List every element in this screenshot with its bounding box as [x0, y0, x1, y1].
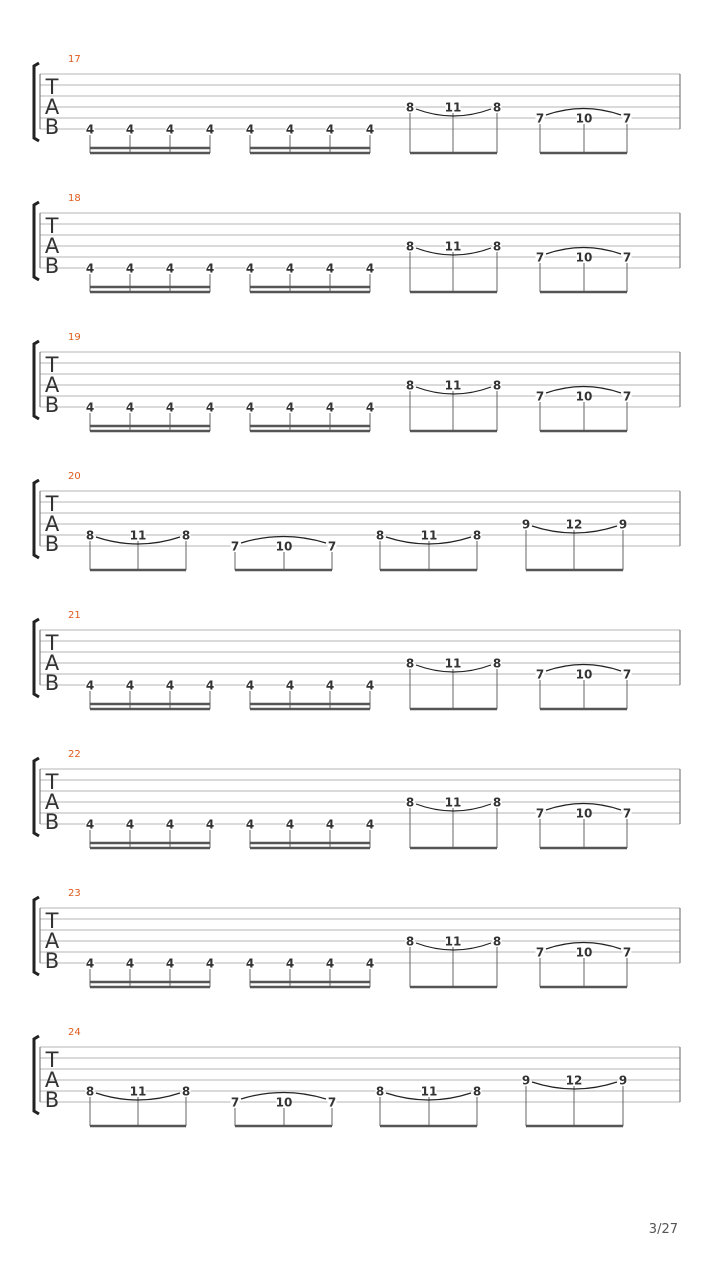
tab-clef-letter: B	[44, 810, 60, 834]
fret-number: 8	[492, 795, 502, 810]
note-group	[246, 818, 375, 849]
fret-number: 8	[492, 239, 502, 254]
fret-number: 4	[205, 956, 215, 971]
note-group	[86, 123, 215, 154]
fret-number: 4	[165, 678, 175, 693]
page-number: 3/27	[648, 1222, 678, 1237]
fret-number: 4	[285, 817, 295, 832]
measure-number: 19	[68, 332, 81, 343]
fret-number: 7	[535, 389, 545, 404]
fret-number: 4	[125, 261, 135, 276]
fret-number: 7	[327, 1095, 337, 1110]
note-group	[522, 1074, 628, 1127]
note-group	[246, 262, 375, 293]
tab-clef-letter: T	[45, 492, 59, 516]
fret-number: 4	[285, 678, 295, 693]
fret-number: 4	[165, 956, 175, 971]
fret-number: 4	[285, 400, 295, 415]
fret-number: 10	[275, 539, 293, 554]
fret-number: 12	[565, 517, 583, 532]
tab-clef-letter: A	[44, 512, 60, 536]
fret-number: 4	[85, 817, 95, 832]
fret-number: 4	[325, 122, 335, 137]
fret-number: 7	[230, 1095, 240, 1110]
tab-clef-letter: T	[45, 75, 59, 99]
fret-number: 8	[405, 934, 415, 949]
fret-number: 4	[125, 122, 135, 137]
fret-number: 4	[325, 400, 335, 415]
note-group	[86, 262, 215, 293]
fret-number: 4	[205, 261, 215, 276]
fret-number: 11	[129, 1084, 147, 1099]
note-group	[86, 679, 215, 710]
note-group	[406, 796, 502, 849]
note-group	[246, 679, 375, 710]
fret-number: 8	[492, 100, 502, 115]
tab-clef-letter: A	[44, 651, 60, 675]
system-bracket	[34, 619, 39, 697]
tab-clef-letter: A	[44, 373, 60, 397]
fret-number: 4	[245, 956, 255, 971]
note-group	[522, 518, 628, 571]
fret-number: 7	[535, 667, 545, 682]
fret-number: 9	[521, 517, 531, 532]
note-group	[406, 379, 502, 432]
fret-number: 8	[492, 378, 502, 393]
note-group	[536, 109, 632, 154]
fret-number: 9	[618, 1073, 628, 1088]
tab-system-23	[34, 888, 680, 987]
fret-number: 4	[85, 400, 95, 415]
tab-clef-letter: B	[44, 532, 60, 556]
fret-number: 4	[125, 956, 135, 971]
fret-number: 4	[125, 678, 135, 693]
fret-number: 9	[521, 1073, 531, 1088]
fret-number: 7	[535, 806, 545, 821]
note-group	[536, 665, 632, 710]
note-group	[536, 248, 632, 293]
system-bracket	[34, 897, 39, 975]
tab-clef-letter: B	[44, 1088, 60, 1112]
fret-number: 8	[492, 934, 502, 949]
fret-number: 8	[405, 239, 415, 254]
fret-number: 4	[245, 261, 255, 276]
fret-number: 8	[181, 1084, 191, 1099]
fret-number: 7	[535, 250, 545, 265]
fret-number: 8	[375, 1084, 385, 1099]
fret-number: 4	[365, 261, 375, 276]
fret-number: 4	[125, 817, 135, 832]
fret-number: 4	[205, 122, 215, 137]
note-group	[86, 818, 215, 849]
fret-number: 4	[245, 400, 255, 415]
fret-number: 10	[575, 667, 593, 682]
fret-number: 11	[444, 239, 462, 254]
fret-number: 8	[472, 528, 482, 543]
tab-system-22	[34, 749, 680, 848]
fret-number: 7	[535, 945, 545, 960]
fret-number: 4	[165, 122, 175, 137]
tab-clef-letter: A	[44, 790, 60, 814]
system-bracket	[34, 63, 39, 141]
fret-number: 9	[618, 517, 628, 532]
fret-number: 4	[285, 956, 295, 971]
measure-number: 24	[68, 1027, 81, 1038]
fret-number: 8	[405, 100, 415, 115]
fret-number: 12	[565, 1073, 583, 1088]
note-group	[406, 240, 502, 293]
fret-number: 4	[245, 678, 255, 693]
fret-number: 4	[245, 122, 255, 137]
fret-number: 8	[405, 656, 415, 671]
fret-number: 4	[365, 122, 375, 137]
fret-number: 4	[285, 261, 295, 276]
note-group	[246, 957, 375, 988]
fret-number: 4	[205, 678, 215, 693]
note-group	[86, 401, 215, 432]
fret-number: 4	[285, 122, 295, 137]
tab-clef-letter: A	[44, 929, 60, 953]
tab-clef-letter: T	[45, 1048, 59, 1072]
note-group	[406, 935, 502, 988]
tab-clef-letter: T	[45, 631, 59, 655]
fret-number: 8	[85, 1084, 95, 1099]
measure-number: 22	[68, 749, 81, 760]
tab-clef-letter: B	[44, 671, 60, 695]
fret-number: 4	[85, 678, 95, 693]
fret-number: 4	[165, 400, 175, 415]
system-bracket	[34, 1036, 39, 1114]
fret-number: 11	[420, 528, 438, 543]
tab-clef-letter: T	[45, 214, 59, 238]
fret-number: 10	[575, 250, 593, 265]
note-group	[536, 943, 632, 988]
fret-number: 11	[444, 795, 462, 810]
fret-number: 7	[622, 667, 632, 682]
note-group	[246, 123, 375, 154]
tab-clef-letter: B	[44, 115, 60, 139]
tab-clef-letter: T	[45, 353, 59, 377]
fret-number: 4	[205, 400, 215, 415]
fret-number: 8	[85, 528, 95, 543]
fret-number: 11	[444, 378, 462, 393]
fret-number: 11	[444, 100, 462, 115]
tab-clef-letter: A	[44, 234, 60, 258]
system-bracket	[34, 202, 39, 280]
fret-number: 11	[420, 1084, 438, 1099]
fret-number: 4	[205, 817, 215, 832]
fret-number: 4	[365, 956, 375, 971]
fret-number: 7	[327, 539, 337, 554]
fret-number: 11	[129, 528, 147, 543]
tab-clef-letter: T	[45, 909, 59, 933]
tab-clef-letter: A	[44, 1068, 60, 1092]
fret-number: 8	[405, 795, 415, 810]
note-group	[246, 401, 375, 432]
tab-system-19	[34, 332, 680, 431]
measure-number: 23	[68, 888, 81, 899]
tab-system-18	[34, 193, 680, 292]
fret-number: 4	[325, 261, 335, 276]
fret-number: 11	[444, 656, 462, 671]
fret-number: 7	[230, 539, 240, 554]
fret-number: 4	[365, 400, 375, 415]
fret-number: 8	[375, 528, 385, 543]
fret-number: 4	[85, 261, 95, 276]
note-group	[231, 1093, 337, 1127]
fret-number: 4	[165, 817, 175, 832]
note-group	[231, 537, 337, 571]
fret-number: 10	[575, 806, 593, 821]
measure-number: 20	[68, 471, 81, 482]
fret-number: 7	[622, 945, 632, 960]
fret-number: 4	[325, 956, 335, 971]
fret-number: 7	[622, 111, 632, 126]
fret-number: 4	[125, 400, 135, 415]
fret-number: 4	[325, 678, 335, 693]
tab-clef-letter: A	[44, 95, 60, 119]
measure-number: 21	[68, 610, 81, 621]
fret-number: 4	[325, 817, 335, 832]
fret-number: 10	[275, 1095, 293, 1110]
fret-number: 7	[622, 806, 632, 821]
fret-number: 8	[472, 1084, 482, 1099]
tab-system-20	[34, 471, 680, 570]
fret-number: 8	[405, 378, 415, 393]
tab-clef-letter: B	[44, 393, 60, 417]
fret-number: 8	[492, 656, 502, 671]
system-bracket	[34, 480, 39, 558]
fret-number: 7	[622, 389, 632, 404]
fret-number: 4	[365, 817, 375, 832]
fret-number: 4	[85, 122, 95, 137]
fret-number: 10	[575, 945, 593, 960]
note-group	[536, 387, 632, 432]
fret-number: 8	[181, 528, 191, 543]
fret-number: 4	[245, 817, 255, 832]
note-group	[86, 957, 215, 988]
tab-clef-letter: T	[45, 770, 59, 794]
fret-number: 7	[622, 250, 632, 265]
system-bracket	[34, 758, 39, 836]
note-group	[406, 101, 502, 154]
measure-number: 17	[68, 54, 81, 65]
fret-number: 4	[165, 261, 175, 276]
tab-system-21	[34, 610, 680, 709]
tab-clef-letter: B	[44, 254, 60, 278]
tab-clef-letter: B	[44, 949, 60, 973]
fret-number: 10	[575, 389, 593, 404]
fret-number: 4	[365, 678, 375, 693]
fret-number: 10	[575, 111, 593, 126]
note-group	[406, 657, 502, 710]
note-group	[536, 804, 632, 849]
system-bracket	[34, 341, 39, 419]
tab-system-24	[34, 1027, 680, 1126]
fret-number: 7	[535, 111, 545, 126]
tab-system-17	[34, 54, 680, 153]
fret-number: 4	[85, 956, 95, 971]
measure-number: 18	[68, 193, 81, 204]
fret-number: 11	[444, 934, 462, 949]
